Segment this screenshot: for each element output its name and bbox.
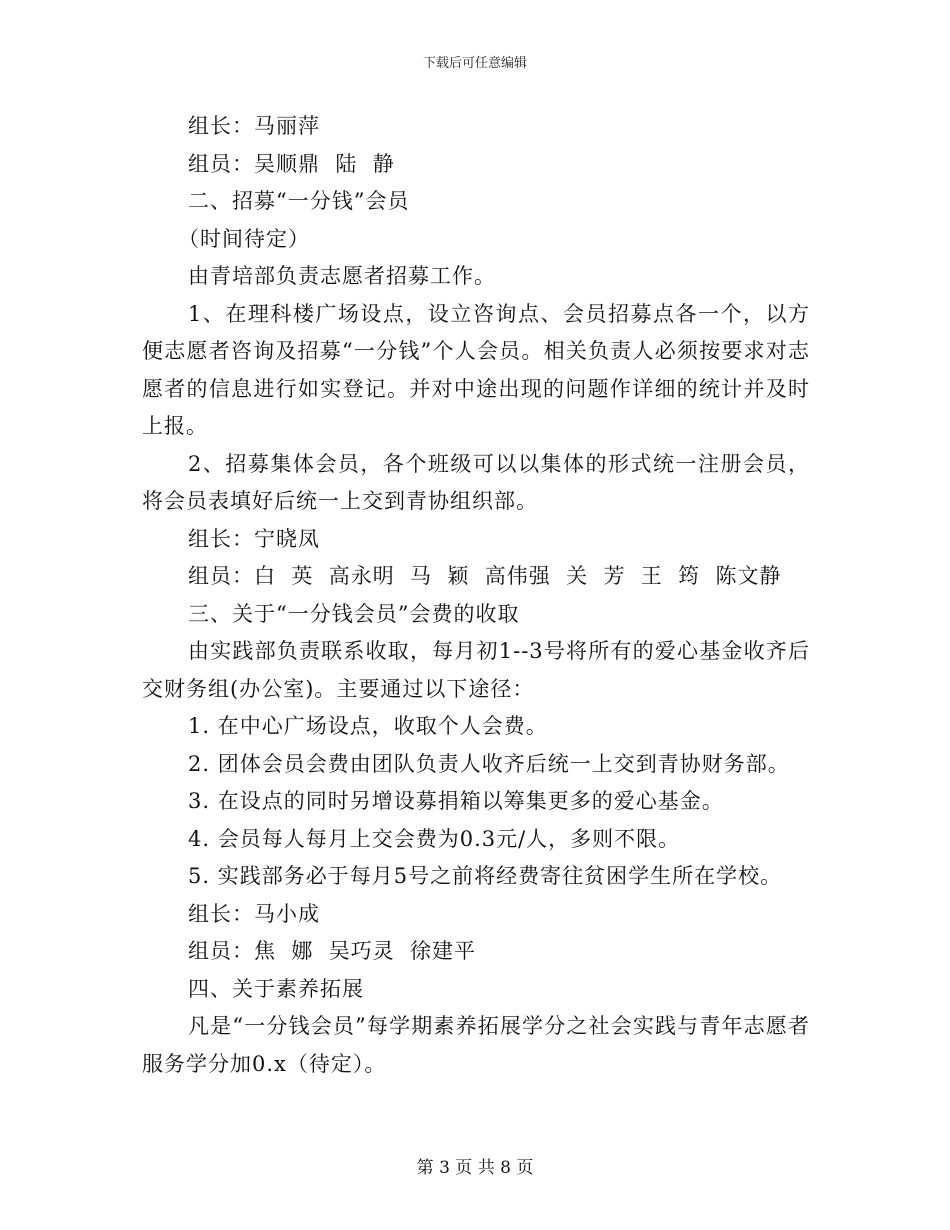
- paragraph-leader-1: 组长：马丽萍: [188, 114, 320, 138]
- paragraph-recruit-item-2: 2、招募集体会员，各个班级可以以集体的形式统一注册会员，将会员表填好后统一上交到青协组织部。: [142, 451, 810, 513]
- paragraph-quality-credit: 凡是“一分钱会员”每学期素养拓展学分之社会实践与青年志愿者服务学分加0.x（待定）。: [142, 1014, 810, 1076]
- paragraph-members-2: 组员：白 英 高永明 马 颖 高伟强 关 芳 王 筠 陈文静: [188, 564, 782, 588]
- paragraph-time-pending: （时间待定）: [178, 226, 310, 251]
- paragraph-fee-intro: 由实践部负责联系收取，每月初1--3号将所有的爱心基金收齐后交财务组(办公室)。主要通过以下途径：: [142, 639, 810, 701]
- section-heading-2: 二、招募“一分钱”会员: [188, 189, 410, 213]
- section-heading-3: 三、关于“一分钱会员”会费的收取: [188, 601, 520, 626]
- paragraph-leader-2: 组长：宁晓凤: [188, 526, 320, 551]
- document-body: [142, 108, 810, 1083]
- paragraph-fee-item-3: 3. 在设点的同时另增设募捐箱以筹集更多的爱心基金。: [188, 789, 724, 813]
- page-number-footer: 第 3 页 共 8 页: [416, 1158, 534, 1178]
- section-heading-4: 四、关于素养拓展: [188, 976, 364, 1001]
- paragraph-recruit-item-1: 1、在理科楼广场设点，设立咨询点、会员招募点各一个，以方便志愿者咨询及招募“一分钱”个人会员。相关负责人必须按要求对志愿者的信息进行如实登记。并对中途出现的问题作详细的统计并及时上报。: [142, 301, 810, 438]
- paragraph-leader-3: 组长：马小成: [188, 901, 320, 926]
- paragraph-fee-item-5: 5. 实践部务必于每月5号之前将经费寄往贫困学生所在学校。: [188, 864, 783, 888]
- paragraph-members-1: 组员：吴顺鼎 陆 静: [188, 151, 395, 176]
- page-header: 下载后可任意编辑: [422, 56, 527, 71]
- paragraph-fee-item-2: 2. 团体会员会费由团队负责人收齐后统一上交到青协财务部。: [188, 751, 790, 776]
- paragraph-members-3: 组员：焦 娜 吴巧灵 徐建平: [188, 939, 477, 963]
- paragraph-fee-item-1: 1. 在中心广场设点，收取个人会费。: [188, 714, 548, 738]
- paragraph-fee-item-4: 4. 会员每人每月上交会费为0.3元/人，多则不限。: [188, 826, 681, 851]
- paragraph-recruit-intro: 由青培部负责志愿者招募工作。: [188, 264, 496, 288]
